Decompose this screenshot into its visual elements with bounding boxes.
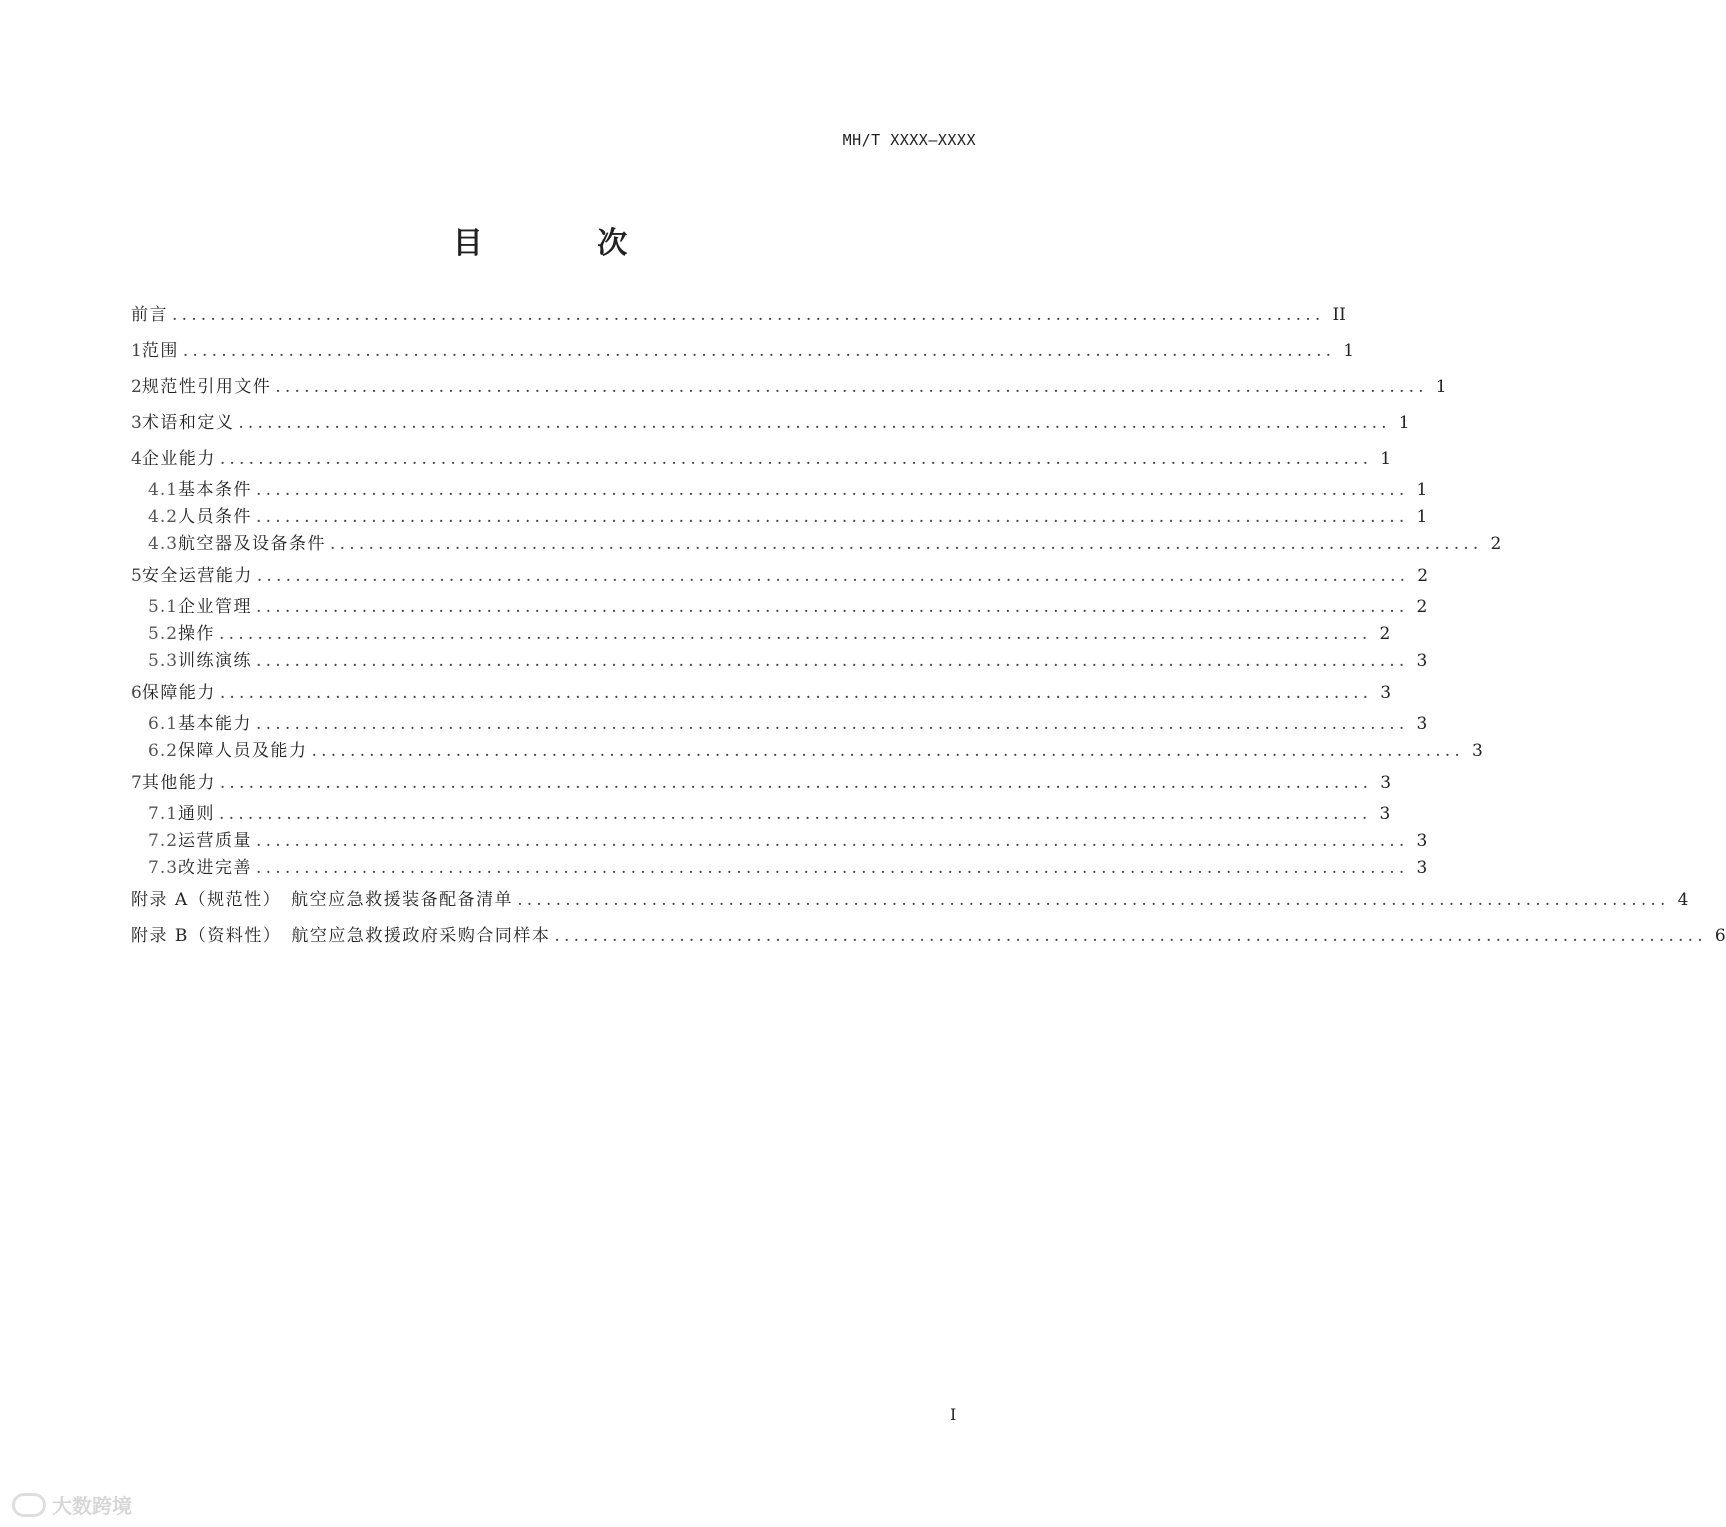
toc-entry-number: 7 [131,773,142,793]
toc-entry-number: 4.1 [148,480,179,500]
toc-entry-page: 1 [1380,449,1392,469]
toc-entry-number: 5.2 [148,624,179,644]
toc-entry-label: 基本能力 [178,714,253,734]
leader-dots: ........................................................................................................................ [256,480,1409,500]
toc-entry-5-2[interactable] [131,621,1391,648]
leader-dots: ........................................................................................................................ [311,741,1465,761]
document-code: MH/T XXXX—XXXX [842,131,976,149]
leader-dots: ........................................................................................................................ [219,773,1373,793]
toc-entry-5[interactable] [131,558,1429,594]
toc-entry-7[interactable] [131,765,1392,801]
toc-entry-label: 训练演练 [178,651,253,671]
toc-entry-number: 7.1 [148,804,179,824]
toc-entry-page: 1 [1398,413,1410,433]
toc-entry-number: 5.3 [148,651,179,671]
toc-entry-label: 范围 [141,341,179,361]
toc-entry-page: 1 [1416,507,1428,527]
toc-entry-page: II [1332,305,1346,325]
toc-entry-page: 3 [1380,773,1392,793]
toc-entry-number: 6.2 [148,741,179,761]
toc-entry-number: 4.3 [148,534,179,554]
toc-entry-label: 通则 [178,804,216,824]
leader-dots: ........................................................................................................................ [182,341,1336,361]
toc-entry-1[interactable] [131,333,1355,369]
leader-dots: ........................................................................................................................ [256,858,1409,878]
toc-entry-number: 7.3 [148,858,179,878]
leader-dots: ........................................................................................................................ [256,507,1409,527]
leader-dots: ........................................................................................................................ [219,624,1372,644]
toc-entry-label: 保障能力 [141,683,216,703]
toc-entry-label: 前言 [131,305,168,325]
toc-entry-label: 其他能力 [141,773,216,793]
toc-entry-label: 人员条件 [178,507,253,527]
leader-dots: ........................................................................................................................ [275,377,1428,397]
table-of-contents [131,297,1726,954]
toc-entry-number: 7.2 [148,831,179,851]
toc-entry-number: 5 [131,566,142,586]
toc-entry-7-1[interactable] [131,801,1391,828]
toc-entry-page: 3 [1380,683,1392,703]
toc-entry-4[interactable] [131,441,1392,477]
toc-entry-page: 3 [1416,858,1428,878]
toc-entry-label: 附录 A（规范性） 航空应急救援装备配备清单 [131,890,514,910]
toc-entry-number: 6 [131,683,142,703]
leader-dots: ........................................................................................................................ [256,651,1409,671]
toc-entry-label: 运营质量 [178,831,253,851]
leader-dots: ........................................................................................................................ [256,566,1410,586]
toc-entry-7-3[interactable] [131,855,1428,882]
toc-entry-5-1[interactable] [131,594,1428,621]
toc-entry-page: 2 [1417,566,1429,586]
toc-entry-label: 附录 B（资料性） 航空应急救援政府采购合同样本 [131,926,551,946]
toc-entry-page: 3 [1416,714,1428,734]
toc-entry-label: 规范性引用文件 [141,377,272,397]
toc-entry-label: 操作 [178,624,216,644]
toc-entry-label: 企业管理 [178,597,253,617]
toc-entry-label: 企业能力 [141,449,216,469]
toc-entry-4-3[interactable] [131,531,1502,558]
toc-entry-page: 1 [1343,341,1355,361]
watermark [12,1490,132,1519]
toc-entry-page: 4 [1677,890,1689,910]
leader-dots: ........................................................................................................................ [219,449,1373,469]
toc-entry-6-2[interactable] [131,738,1483,765]
toc-entry-page: 3 [1416,651,1428,671]
toc-entry-number: 3 [131,413,142,433]
toc-entry-number: 5.1 [148,597,179,617]
toc-entry-label: 术语和定义 [141,413,235,433]
toc-entry-number: 6.1 [148,714,179,734]
toc-entry-label: 基本条件 [178,480,253,500]
toc-entry-6-1[interactable] [131,711,1428,738]
toc-entry-7-2[interactable] [131,828,1428,855]
leader-dots: ........................................................................................................................ [238,413,1391,433]
toc-entry-page: 3 [1416,831,1428,851]
toc-entry-number: 4 [131,449,142,469]
leader-dots: ........................................................................................................................ [219,683,1373,703]
toc-entry-page: 6 [1714,926,1726,946]
toc-entry-page: 3 [1379,804,1391,824]
toc-entry-2[interactable] [131,369,1447,405]
toc-entry-6[interactable] [131,675,1392,711]
watermark-text: 大数跨境 [52,1494,132,1518]
toc-entry-label: 保障人员及能力 [178,741,308,761]
leader-dots: ........................................................................................................................ [256,831,1409,851]
toc-entry-number: 2 [131,377,142,397]
toc-entry-page: 2 [1416,597,1428,617]
toc-entry-label: 改进完善 [178,858,253,878]
toc-entry-label: 安全运营能力 [141,566,253,586]
leader-dots: ........................................................................................................................ [517,890,1670,910]
leader-dots: ........................................................................................................................ [330,534,1483,554]
toc-entry-number: 1 [131,341,142,361]
watermark-logo-icon [12,1493,46,1517]
toc-entry-4-1[interactable] [131,477,1428,504]
leader-dots: ........................................................................................................................ [172,305,1325,325]
toc-entry-appendix-b[interactable] [131,918,1726,954]
toc-entry-page: 1 [1416,480,1428,500]
page-number: I [950,1405,957,1424]
toc-entry-page: 3 [1472,741,1483,761]
toc-entry-3[interactable] [131,405,1410,441]
leader-dots: ........................................................................................................................ [256,597,1409,617]
toc-entry-5-3[interactable] [131,648,1428,675]
toc-title: 目 次 [452,226,680,261]
toc-entry-page: 2 [1379,624,1391,644]
toc-entry-foreword[interactable] [131,297,1346,333]
leader-dots: ........................................................................................................................ [256,714,1409,734]
leader-dots: ........................................................................................................................ [219,804,1372,824]
toc-entry-4-2[interactable] [131,504,1428,531]
leader-dots: ........................................................................................................................ [554,926,1707,946]
toc-entry-page: 2 [1490,534,1502,554]
toc-entry-number: 4.2 [148,507,179,527]
toc-entry-appendix-a[interactable] [131,882,1689,918]
toc-entry-label: 航空器及设备条件 [178,534,327,554]
toc-entry-page: 1 [1435,377,1447,397]
